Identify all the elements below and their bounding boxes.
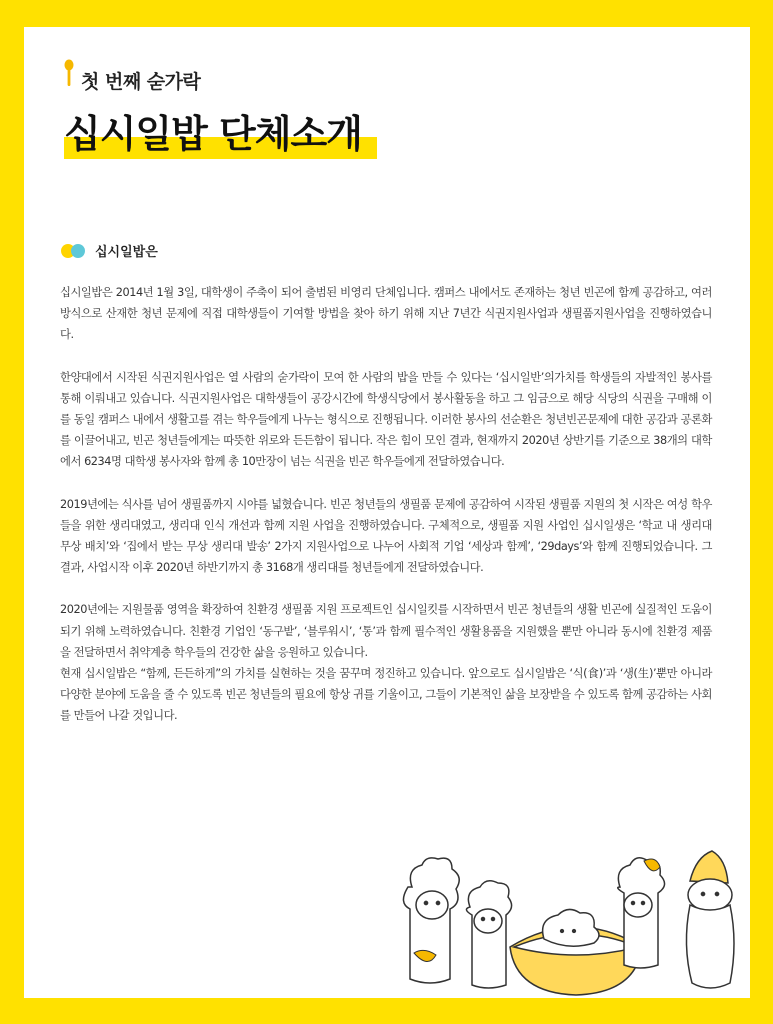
paragraph-present: 현재 십시일밥은 “함께, 든든하게”의 가치를 실현하는 것을 꿈꾸며 정진하고 있습니다. 앞으로도 십시일밥은 ‘식(食)’과 ‘생(生)’뿐만 아니라 다양한 분야에 도움을 줄 수 있도록 빈곤 청년들의 필요에 항상 귀를 기울이고, 그들이 기본적인 삶을 보장받을 수 있도록 함께 공감하는 사회를 만들어 나갈 것입니다. — [60, 667, 712, 723]
kicker-text: 첫 번째 숟가락 — [81, 71, 201, 93]
two-dots-icon — [61, 244, 87, 258]
paragraph-2019: 2019년에는 식사를 넘어 생필품까지 시야를 넓혔습니다. 빈곤 청년들의 생필품 문제에 공감하여 시작된 생필품 지원의 첫 시작은 여성 학우들을 위한 생리대였고, 생리대 인식 개선과 함께 지원 사업을 진행하였습니다. 구체적으로, 생필품 지원 사업인 십시일생은 ‘학교 내 생리대 무상 배치’와 ‘집에서 받는 무상 생리대 발송’ 2가지 지원사업으로 나누어 사회적 기업 ‘세상과 함께’, ‘29days’와 함께 진행되었습니다. 그 결과, 사업시작 이후 2020년 하반기까지 총 3168개 생리대를 청년들에게 전달하였습니다. — [60, 497, 712, 575]
paragraph-meal-ticket: 한양대에서 시작된 식권지원사업은 열 사람의 숟가락이 모여 한 사람의 밥을 만들 수 있다는 ‘십시일반’의가치를 학생들의 자발적인 봉사를 통해 이뤄내고 있습니다. 식권지원사업은 대학생들이 공강시간에 학생식당에서 봉사활동을 하고 그 임금으로 해당 식당의 식권을 구매해 이를 동일 캠퍼스 내에서 생활고를 겪는 학우들에게 나누는 형식으로 진행됩니다. 이러한 봉사의 선순환은 청년빈곤문제에 대한 공감과 공론화를 이끌어내고, 빈곤 청년들에게는 따뜻한 위로와 든든함이 됩니다. 작은 힘이 모인 결과, 현재까지 2020년 상반기를 기준으로 38개의 대학에서 6234명 대학생 봉사자와 함께 총 10만장이 넘는 식권을 빈곤 학우들에게 전달하였습니다. — [60, 370, 712, 469]
title-block — [64, 103, 362, 158]
alpaca-mascots-illustration — [394, 847, 744, 997]
paragraph-intro: 십시일밥은 2014년 1월 3일, 대학생이 주축이 되어 출범된 비영리 단체입니다. 캠퍼스 내에서도 존재하는 청년 빈곤에 함께 공감하고, 여러 방식으로 산재한 청년 문제에 직접 대학생들이 기여할 방법을 찾아 하기 위해 지난 7년간 식권지원사업과 생필품지원사업을 진행하였습니다. — [60, 286, 712, 342]
paragraph-2020: 2020년에는 지원물품 영역을 확장하여 친환경 생필품 지원 프로젝트인 십시일킷를 시작하면서 빈곤 청년들의 생활 빈곤에 실질적인 도움이 되기 위해 노력하였습니다. 친환경 기업인 ‘동구밭’, ‘블루워시’, ‘통’과 함께 필수적인 생활용품을 지원했을 뿐만 아니라 동시에 친환경 제품을 전달하면서 취약계층 학우들의 건강한 삶을 응원하고 있습니다. — [60, 603, 712, 659]
page-title: 십시일밥 단체소개 — [64, 112, 362, 156]
body-text — [60, 282, 712, 727]
spoon-icon — [64, 59, 74, 87]
page — [24, 27, 750, 998]
section-title: 십시일밥은 — [95, 245, 158, 260]
